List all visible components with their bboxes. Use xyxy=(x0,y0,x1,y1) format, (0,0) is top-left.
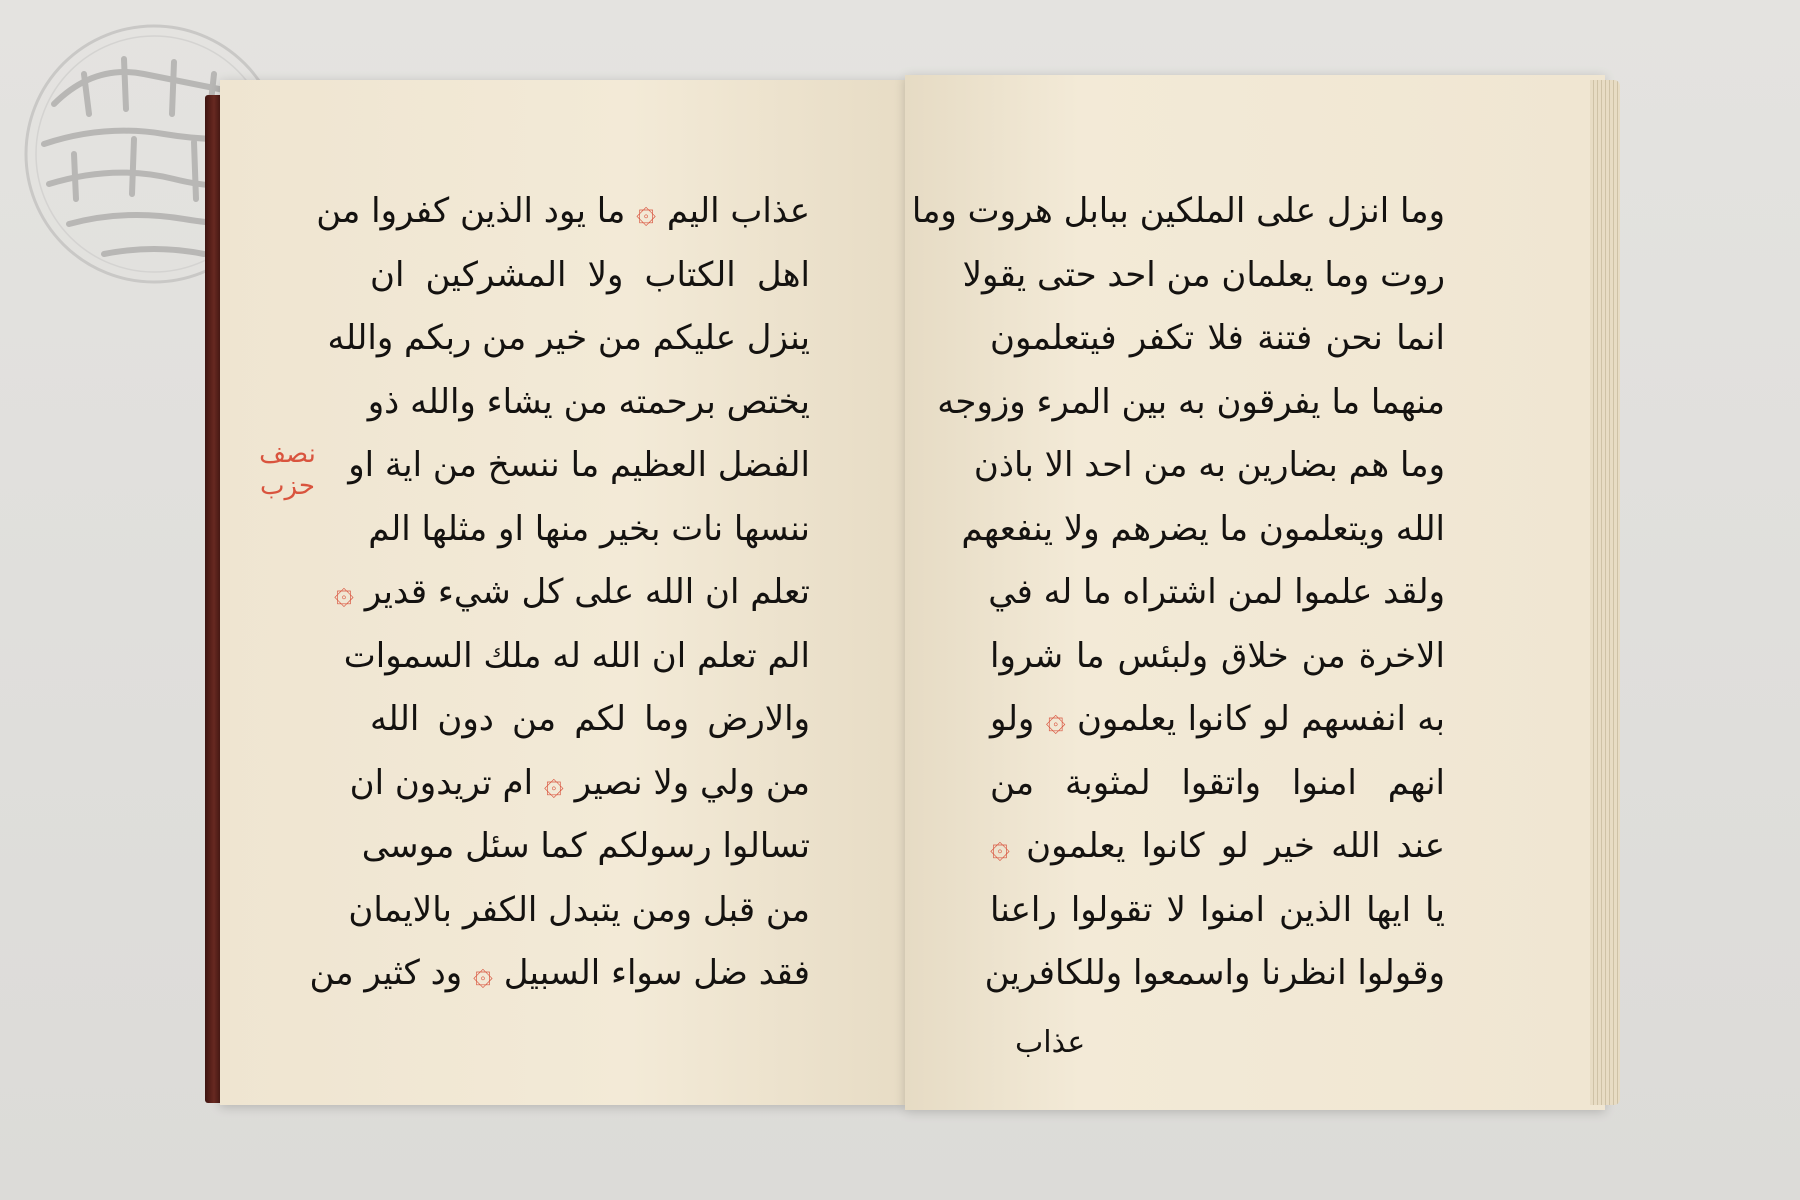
text-line: ولقد علموا لمن اشتراه ما له في xyxy=(988,572,1445,612)
text-line: وقولوا انظرنا واسمعوا وللكافرين xyxy=(984,953,1445,993)
left-page-text xyxy=(309,180,810,1006)
page-edges xyxy=(1590,80,1620,1105)
text-line: الم تعلم ان الله له ملك السموات xyxy=(343,635,810,676)
verse-marker: ۞ xyxy=(636,191,657,231)
text-line: الفضل العظيم ما ننسخ من اية او xyxy=(348,445,810,485)
margin-note-line: نصف xyxy=(259,439,316,469)
text-line: ينزل عليكم من خير من ربكم والله xyxy=(327,318,810,358)
margin-note-line: حزب xyxy=(260,471,315,501)
text-line: به انفسهم لو كانوا يعلمون ۞ ولو xyxy=(990,699,1445,739)
text-line: اهل الكتاب ولا المشركين ان xyxy=(370,254,810,295)
verse-marker: ۞ xyxy=(334,572,354,612)
catchword: عذاب xyxy=(1015,1025,1086,1060)
text-line: من ولي ولا نصير ۞ ام تريدون ان xyxy=(349,762,810,803)
text-line: انهم امنوا واتقوا لمثوبة من xyxy=(990,762,1445,803)
text-line: والارض وما لكم من دون الله xyxy=(370,699,810,739)
verse-marker: ۞ xyxy=(473,953,493,993)
text-line: الاخرة من خلاق ولبئس ما شروا xyxy=(990,635,1445,676)
text-line: الله ويتعلمون ما يضرهم ولا ينفعهم xyxy=(961,508,1445,549)
verse-marker: ۞ xyxy=(990,826,1010,866)
text-line: يختص برحمته من يشاء والله ذو xyxy=(367,381,810,422)
verse-marker: ۞ xyxy=(543,762,564,803)
text-line: يا ايها الذين امنوا لا تقولوا راعنا xyxy=(990,889,1445,930)
right-page-text xyxy=(911,180,1445,1006)
text-line: انما نحن فتنة فلا تكفر فيتعلمون xyxy=(990,318,1445,358)
text-line: روت وما يعلمان من احد حتى يقولا xyxy=(962,254,1445,295)
text-line: تسالوا رسولكم كما سئل موسى xyxy=(361,826,810,866)
text-line: من قبل ومن يتبدل الكفر بالايمان xyxy=(348,889,810,930)
text-line: عذاب اليم ۞ ما يود الذين كفروا من xyxy=(316,191,810,231)
text-line: تعلم ان الله على كل شيء قدير ۞ xyxy=(334,572,810,612)
margin-note-half-hizb xyxy=(250,438,325,502)
text-line: فقد ضل سواء السبيل ۞ ود كثير من xyxy=(309,953,810,993)
text-line: وما هم بضارين به من احد الا باذن xyxy=(973,445,1445,485)
text-line: ننسها نات بخير منها او مثلها الم xyxy=(368,508,810,549)
text-line: منهما ما يفرقون به بين المرء وزوجه xyxy=(937,381,1445,422)
text-line: عند الله خير لو كانوا يعلمون ۞ xyxy=(990,826,1445,866)
text-line: وما انزل على الملكين ببابل هروت وما xyxy=(911,191,1445,231)
verse-marker: ۞ xyxy=(1045,699,1066,739)
